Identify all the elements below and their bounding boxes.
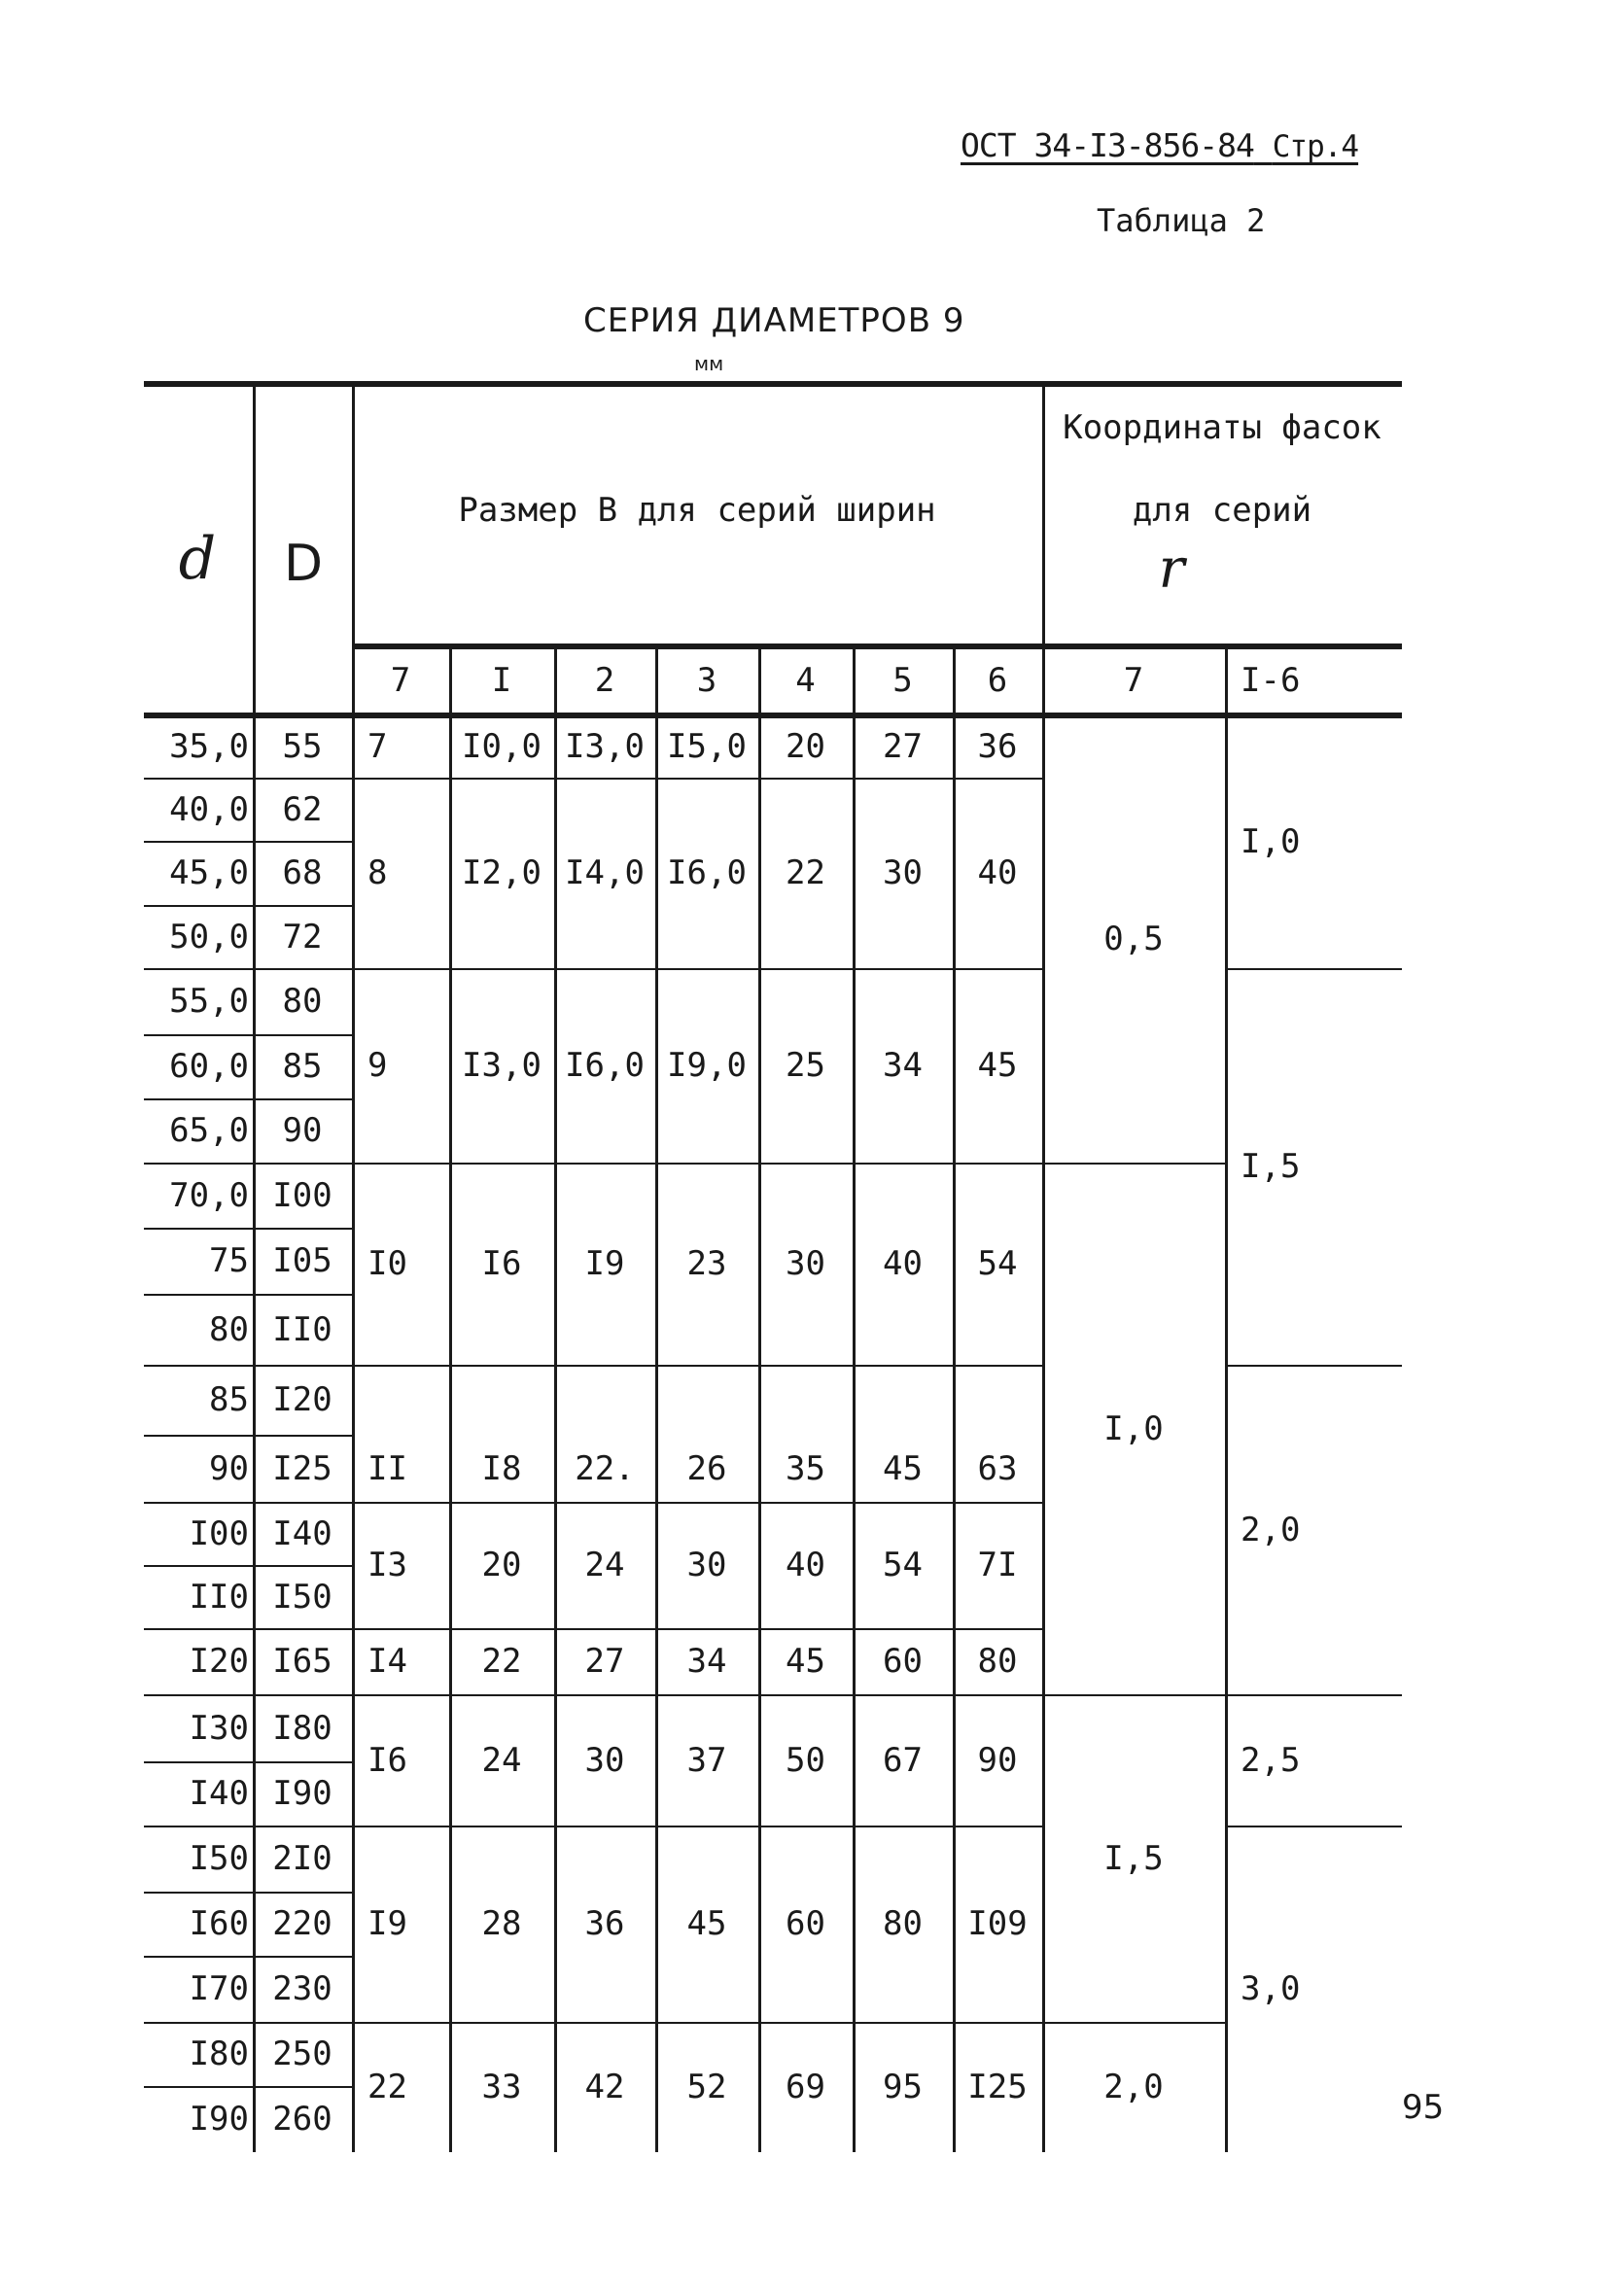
B-cell: 22 (481, 1642, 522, 1681)
B-cell: I9,0 (667, 1046, 747, 1085)
table-top-rule (144, 381, 1402, 387)
B-cell: 9 (367, 1046, 388, 1085)
row-rule-dD (144, 1502, 352, 1504)
r16-cell: 2,5 (1241, 1740, 1301, 1780)
B-cell: I6,0 (565, 1046, 645, 1085)
D-cell: 85 (282, 1047, 323, 1086)
B-cell: I6 (367, 1740, 407, 1780)
row-rule-dD (144, 1694, 352, 1696)
D-cell: II0 (272, 1309, 332, 1349)
row-rule-dD (144, 1098, 352, 1100)
D-cell: 68 (282, 853, 323, 892)
B-cell: 80 (977, 1642, 1018, 1681)
B-cell: I2,0 (462, 853, 542, 892)
B-cell: I3 (367, 1546, 407, 1584)
row-rule-r16 (1225, 1826, 1402, 1827)
B-cell: 95 (883, 2068, 923, 2106)
D-cell: 90 (282, 1111, 323, 1150)
header-r-symbol: r (1158, 537, 1185, 601)
B-cell: 34 (686, 1642, 727, 1681)
D-cell: 55 (282, 727, 323, 766)
header-D: D (283, 535, 324, 593)
B-cell: 40 (883, 1244, 923, 1283)
d-cell: I60 (189, 1904, 249, 1943)
D-cell: 62 (282, 789, 323, 829)
B-cell: 8 (367, 853, 388, 892)
B-cell: 67 (883, 1740, 923, 1780)
row-rule-dD (144, 778, 352, 780)
d-cell: I90 (189, 2100, 249, 2139)
D-cell: I50 (272, 1577, 332, 1617)
B-cell: 22 (367, 2068, 407, 2106)
B-cell: 7 (367, 727, 388, 766)
subheader-cell: I (491, 661, 512, 700)
row-rule-B (352, 968, 1042, 970)
row-rule-dD (144, 968, 352, 970)
B-cell: 37 (686, 1740, 727, 1780)
B-cell: 30 (686, 1546, 727, 1584)
B-cell: 69 (786, 2068, 825, 2106)
B-cell: 30 (584, 1740, 625, 1780)
subheader-cell: 5 (892, 661, 913, 700)
B-cell: I6,0 (667, 853, 747, 892)
B-cell: 27 (584, 1642, 625, 1681)
D-cell: I90 (272, 1774, 332, 1813)
B-cell: 60 (786, 1904, 825, 1943)
d-cell: 85 (209, 1380, 249, 1419)
B-cell: 35 (786, 1448, 825, 1488)
row-rule-dD (144, 2022, 352, 2024)
row-rule-r16 (1225, 1365, 1402, 1367)
B-cell: 45 (883, 1448, 923, 1488)
d-cell: 80 (209, 1309, 249, 1349)
B-cell: 45 (786, 1642, 825, 1681)
D-cell: 72 (282, 917, 323, 957)
B-cell: 26 (686, 1448, 727, 1488)
header-chamfer-line1: Координаты фасок (1063, 408, 1381, 447)
D-cell: 220 (272, 1904, 332, 1943)
d-cell: 65,0 (169, 1111, 249, 1150)
d-cell: I80 (189, 2035, 249, 2073)
B-cell: I9 (367, 1904, 407, 1943)
row-rule-dD (144, 1163, 352, 1165)
d-cell: 45,0 (169, 853, 249, 892)
row-rule-B (352, 1163, 1042, 1165)
B-cell: 45 (977, 1046, 1018, 1085)
B-cell: 33 (481, 2068, 522, 2106)
row-rule-r7 (1042, 1163, 1225, 1165)
row-rule-B (352, 1365, 1042, 1367)
D-cell: I80 (272, 1708, 332, 1748)
row-rule-B (352, 1826, 1042, 1827)
B-cell: I9 (584, 1244, 625, 1283)
B-cell: 27 (883, 727, 923, 766)
B-cell: 63 (977, 1448, 1018, 1488)
B-cell: 36 (977, 727, 1018, 766)
r7-cell: 0,5 (1103, 920, 1164, 958)
d-cell: 70,0 (169, 1175, 249, 1215)
row-rule-dD (144, 2086, 352, 2088)
row-rule-dD (144, 1826, 352, 1827)
d-cell: I20 (189, 1642, 249, 1681)
row-rule-dD (144, 841, 352, 843)
B-cell: 42 (584, 2068, 625, 2106)
r7-cell: I,0 (1103, 1409, 1164, 1448)
B-cell: 50 (786, 1740, 825, 1780)
D-cell: I65 (272, 1642, 332, 1681)
D-cell: I00 (272, 1175, 332, 1215)
subheader-cell: I-6 (1241, 661, 1301, 700)
B-cell: I09 (967, 1904, 1028, 1943)
r7-cell: 2,0 (1103, 2068, 1164, 2106)
B-cell: 20 (786, 727, 825, 766)
row-rule-r7 (1042, 2022, 1225, 2024)
D-cell: 80 (282, 982, 323, 1021)
B-cell: 45 (686, 1904, 727, 1943)
B-cell: 28 (481, 1904, 522, 1943)
r16-cell: 2,0 (1241, 1510, 1301, 1549)
B-cell: I25 (967, 2068, 1028, 2106)
B-cell: I0 (367, 1244, 407, 1283)
row-rule-r16 (1225, 1694, 1402, 1696)
d-cell: I30 (189, 1708, 249, 1748)
row-rule-dD (144, 1565, 352, 1567)
subheader-cell: 2 (594, 661, 615, 700)
r16-cell: I,5 (1241, 1147, 1301, 1186)
d-cell: 55,0 (169, 982, 249, 1021)
d-cell: I40 (189, 1774, 249, 1813)
D-cell: I25 (272, 1448, 332, 1488)
B-cell: 7I (977, 1546, 1018, 1584)
D-cell: 250 (272, 2035, 332, 2073)
d-cell: I70 (189, 1969, 249, 2008)
d-cell: 35,0 (169, 727, 249, 766)
D-cell: I05 (272, 1241, 332, 1280)
row-rule-dD (144, 1435, 352, 1437)
D-cell: 230 (272, 1969, 332, 2008)
r7-cell: I,5 (1103, 1838, 1164, 1878)
B-cell: 34 (883, 1046, 923, 1085)
table-title: СЕРИЯ ДИАМЕТРОВ 9 (583, 301, 965, 340)
page-number: 95 (1402, 2088, 1445, 2127)
B-cell: I3,0 (462, 1046, 542, 1085)
row-rule-dD (144, 1956, 352, 1958)
B-cell: 52 (686, 2068, 727, 2106)
d-cell: II0 (189, 1577, 249, 1617)
B-cell: 30 (786, 1244, 825, 1283)
B-cell: I6 (481, 1244, 522, 1283)
B-cell: 60 (883, 1642, 923, 1681)
B-cell: 36 (584, 1904, 625, 1943)
D-cell: 2I0 (272, 1839, 332, 1878)
table-label: Таблица 2 (1097, 202, 1266, 239)
d-cell: 60,0 (169, 1047, 249, 1086)
row-rule-B (352, 1694, 1042, 1696)
B-cell: 23 (686, 1244, 727, 1283)
B-cell: I3,0 (565, 727, 645, 766)
B-cell: 54 (883, 1546, 923, 1584)
row-rule-dD (144, 1628, 352, 1630)
row-rule-B (352, 778, 1042, 780)
B-cell: 80 (883, 1904, 923, 1943)
B-cell: 22 (786, 853, 825, 892)
B-cell: I8 (481, 1448, 522, 1488)
subheader-cell: 7 (390, 661, 411, 700)
B-cell: 22. (575, 1448, 635, 1488)
d-cell: 40,0 (169, 789, 249, 829)
subheader-cell: 6 (987, 661, 1008, 700)
row-rule-B (352, 1502, 1042, 1504)
r16-cell: I,0 (1241, 822, 1301, 861)
header-d: d (178, 525, 217, 593)
B-cell: 25 (786, 1046, 825, 1085)
row-rule-dD (144, 905, 352, 907)
B-cell: 90 (977, 1740, 1018, 1780)
subheader-cell: 3 (696, 661, 717, 700)
row-rule-dD (144, 1761, 352, 1763)
subheader-cell: 4 (795, 661, 816, 700)
d-cell: I00 (189, 1513, 249, 1553)
B-cell: 24 (584, 1546, 625, 1584)
d-cell: I50 (189, 1839, 249, 1878)
B-cell: II (367, 1448, 407, 1488)
row-rule-dD (144, 1365, 352, 1367)
row-rule-B (352, 1628, 1042, 1630)
B-cell: I5,0 (667, 727, 747, 766)
row-rule-B (352, 2022, 1042, 2024)
d-cell: 75 (209, 1241, 249, 1280)
B-cell: 20 (481, 1546, 522, 1584)
D-cell: I40 (272, 1513, 332, 1553)
document-code: ОСТ 34-I3-856-84 Стр.4 (961, 126, 1359, 164)
d-cell: 90 (209, 1448, 249, 1488)
B-cell: 40 (786, 1546, 825, 1584)
row-rule-dD (144, 1228, 352, 1230)
header-chamfer-line2: для серий (1132, 491, 1312, 530)
B-cell: I0,0 (462, 727, 542, 766)
B-cell: I4 (367, 1642, 407, 1681)
row-rule-dD (144, 1294, 352, 1296)
B-cell: 30 (883, 853, 923, 892)
r16-cell: 3,0 (1241, 1969, 1301, 2008)
row-rule-r16 (1225, 968, 1402, 970)
row-rule-dD (144, 1892, 352, 1894)
d-cell: 50,0 (169, 917, 249, 957)
header-width-series: Размер В для серий ширин (458, 491, 936, 530)
B-cell: I4,0 (565, 853, 645, 892)
B-cell: 54 (977, 1244, 1018, 1283)
row-rule-dD (144, 1034, 352, 1036)
table-units: мм (694, 352, 724, 375)
B-cell: 40 (977, 853, 1018, 892)
B-cell: 24 (481, 1740, 522, 1780)
D-cell: I20 (272, 1380, 332, 1419)
D-cell: 260 (272, 2100, 332, 2139)
row-rule-r7 (1042, 1694, 1225, 1696)
subheader-cell: 7 (1123, 661, 1144, 700)
